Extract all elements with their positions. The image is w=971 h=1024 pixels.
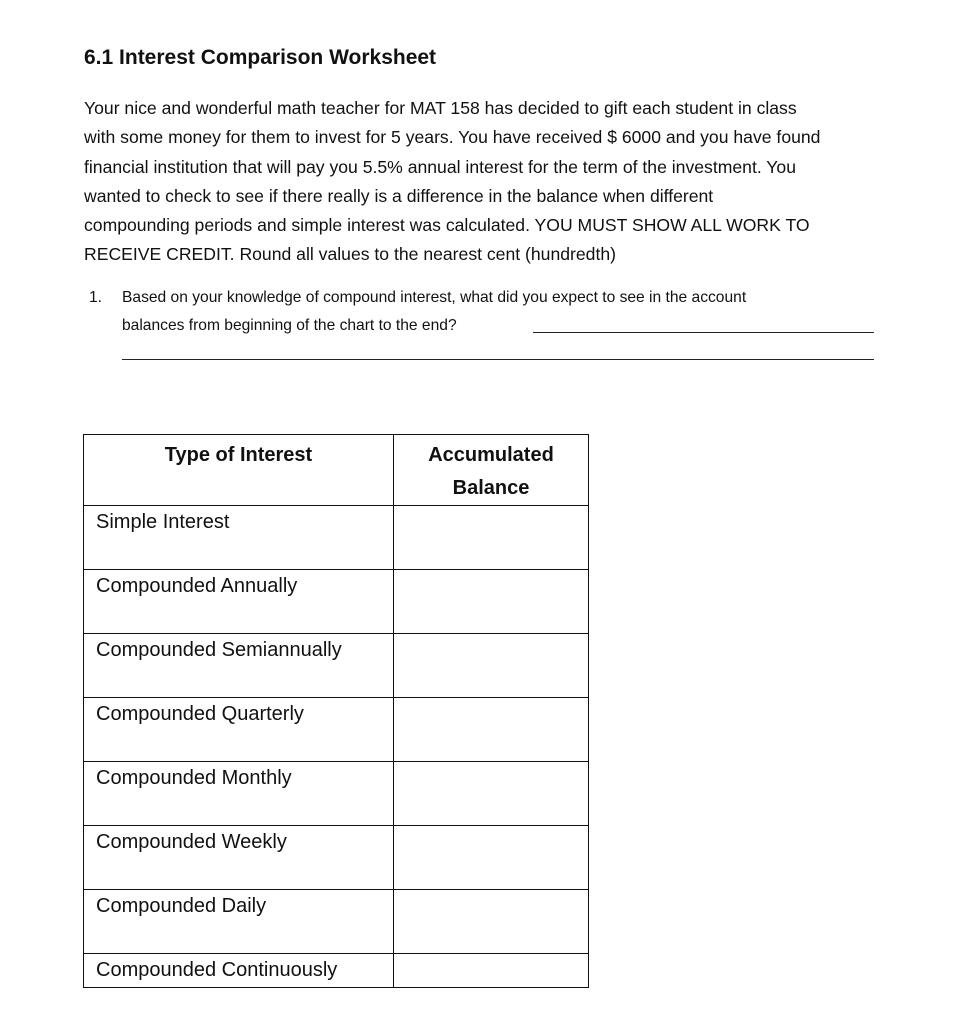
balance-cell[interactable] bbox=[394, 570, 589, 634]
table-row bbox=[84, 698, 589, 762]
balance-cell[interactable] bbox=[394, 954, 589, 988]
balance-cell[interactable] bbox=[394, 698, 589, 762]
interest-type-cell: Compounded Continuously bbox=[84, 954, 394, 988]
table-row bbox=[84, 954, 589, 988]
balance-cell[interactable] bbox=[394, 506, 589, 570]
interest-type-cell: Compounded Quarterly bbox=[84, 698, 394, 762]
table-row bbox=[84, 826, 589, 890]
interest-comparison-table bbox=[83, 434, 589, 988]
balance-cell[interactable] bbox=[394, 762, 589, 826]
table-row bbox=[84, 634, 589, 698]
question-text: Based on your knowledge of compound interest, what did you expect to see in the account balances from beginning of the chart to the end? bbox=[122, 289, 747, 334]
answer-line[interactable] bbox=[533, 332, 874, 333]
interest-type-cell: Compounded Weekly bbox=[84, 826, 394, 890]
interest-type-cell: Compounded Annually bbox=[84, 570, 394, 634]
balance-cell[interactable] bbox=[394, 634, 589, 698]
interest-type-cell: Compounded Monthly bbox=[84, 762, 394, 826]
table-row bbox=[84, 506, 589, 570]
page-title: 6.1 Interest Comparison Worksheet bbox=[84, 46, 437, 69]
interest-type-cell: Simple Interest bbox=[84, 506, 394, 570]
interest-type-cell: Compounded Semiannually bbox=[84, 634, 394, 698]
table-header-row bbox=[84, 435, 589, 506]
table-row bbox=[84, 762, 589, 826]
question-number: 1. bbox=[89, 289, 103, 306]
interest-type-cell: Compounded Daily bbox=[84, 890, 394, 954]
balance-cell[interactable] bbox=[394, 826, 589, 890]
balance-cell[interactable] bbox=[394, 890, 589, 954]
table-row bbox=[84, 890, 589, 954]
table-row bbox=[84, 570, 589, 634]
instructions-paragraph: Your nice and wonderful math teacher for MAT 158 has decided to gift each student in class with some money for them to invest for 5 years. You have received $ 6000 and you have found financial institution that will pay you 5.5% annual interest for the term of the investment. You wanted to check to see if there really is a difference in the balance when different compounding periods and simple interest was calculated. YOU MUST SHOW ALL WORK TO RECEIVE CREDIT. Round all values to the nearest cent (hundredth) bbox=[84, 98, 821, 265]
header-type-of-interest: Type of Interest bbox=[84, 435, 394, 506]
header-accumulated-balance: Accumulated Balance bbox=[394, 435, 589, 506]
answer-line[interactable] bbox=[122, 359, 874, 360]
